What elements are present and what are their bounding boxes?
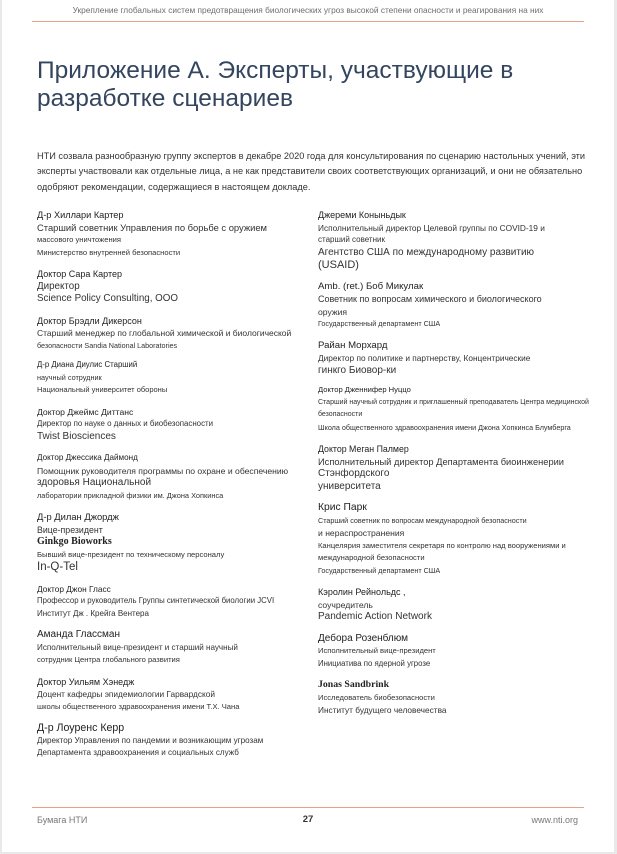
expert-affiliation-line: Исследователь биобезопасности bbox=[318, 692, 435, 702]
intro-paragraph: НТИ созвала разнообразную группу экспертов в декабре 2020 года для консультирования по сценарию настольных учений, эти эксперты участвовали как отдельные лица, а не как представители своих соответствующих организаций, и они не обязательно одобряют рекомендации, содержащиеся в настоящем докладе. bbox=[37, 151, 586, 192]
expert-affiliation-line: Агентство США по международному развитию bbox=[318, 246, 535, 258]
expert-entry bbox=[318, 443, 593, 493]
expert-affiliation-line: Инициатива по ядерной угрозе bbox=[318, 658, 431, 668]
expert-affiliation-line: Вице-президент bbox=[37, 524, 103, 535]
expert-name: Доктор Сара Картер bbox=[37, 269, 122, 279]
expert-affiliation-line: здоровья Национальной bbox=[37, 477, 152, 488]
expert-name: Крис Парк bbox=[318, 502, 367, 513]
expert-affiliation-line: Институт будущего человечества bbox=[318, 705, 447, 715]
expert-entry bbox=[318, 586, 593, 624]
experts-column-left bbox=[37, 208, 302, 760]
expert-entry bbox=[37, 629, 302, 667]
expert-affiliation-line: Школа общественного здравоохранения имени Джона Хопкинса Блумберга bbox=[318, 422, 571, 432]
expert-name: Доктор Меган Палмер bbox=[318, 444, 409, 454]
expert-affiliation-line: Бывший вице-президент по техническому персоналу bbox=[37, 549, 225, 559]
expert-affiliation-line: университета bbox=[318, 480, 381, 492]
expert-entry bbox=[318, 209, 593, 272]
expert-entry bbox=[37, 676, 302, 714]
expert-name: Доктор Брэдли Дикерсон bbox=[37, 315, 142, 326]
expert-affiliation-line: Государственный департамент США bbox=[318, 319, 441, 328]
expert-affiliation-line: Старший советник по вопросам международной безопасности bbox=[318, 515, 527, 525]
footer-publication: Бумага НТИ bbox=[37, 815, 88, 825]
footer-website: www.nti.org bbox=[531, 815, 578, 825]
expert-affiliation-line: Департамента здравоохранения и социальных служб bbox=[37, 748, 239, 757]
expert-name: Д-р Хиллари Картер bbox=[37, 210, 124, 220]
expert-entry bbox=[318, 340, 593, 378]
expert-entry bbox=[37, 268, 302, 306]
expert-affiliation-line: In-Q-Tel bbox=[37, 561, 78, 573]
expert-affiliation-line: Исполнительный директор Целевой группы по COVID-19 и bbox=[318, 222, 545, 233]
running-header: Укрепление глобальных систем предотвращения биологических угроз высокой степени опасности и реагирования на них bbox=[72, 5, 544, 15]
expert-entry bbox=[318, 384, 593, 434]
expert-name: Доктор Дженнифер Нуццо bbox=[318, 385, 411, 394]
expert-entry bbox=[37, 406, 302, 444]
expert-affiliation-line: Директор по политике и партнерству, Концентрические bbox=[318, 353, 531, 363]
expert-affiliation-line: Помощник руководителя программы по охране и обеспечению bbox=[37, 465, 289, 476]
expert-name: Доктор Джеймс Диттанс bbox=[37, 406, 134, 417]
expert-name: Доктор Уильям Хэнедж bbox=[37, 676, 135, 687]
expert-affiliation-line: Twist Biosciences bbox=[37, 430, 116, 442]
expert-entry bbox=[318, 502, 593, 577]
expert-entry bbox=[37, 722, 302, 760]
expert-entry bbox=[37, 511, 302, 574]
expert-name: Д-р Дилан Джордж bbox=[37, 511, 119, 522]
expert-affiliation-line: безопасности Sandia National Laboratories bbox=[37, 340, 178, 350]
expert-entry bbox=[37, 583, 302, 621]
expert-affiliation-line: Старший советник Управления по борьбе с оружием bbox=[37, 221, 268, 233]
expert-affiliation-line: научный сотрудник bbox=[37, 372, 102, 382]
expert-entry bbox=[37, 359, 302, 397]
expert-name: Дебора Розенблюм bbox=[318, 632, 409, 644]
expert-affiliation-line: Советник по вопросам химического и биологического bbox=[318, 294, 542, 304]
expert-affiliation-line: массового уничтожения bbox=[37, 235, 122, 244]
expert-affiliation-line: Исполнительный вице-президент и старший научный bbox=[37, 642, 238, 652]
expert-affiliation-line: международной безопасности bbox=[318, 553, 425, 562]
expert-affiliation-line: Science Policy Consulting, OOO bbox=[37, 293, 179, 304]
page-title: Приложение А. Эксперты, участвующие в разработке сценариев bbox=[37, 57, 514, 112]
expert-affiliation-line: (USAID) bbox=[318, 259, 359, 271]
expert-entry bbox=[37, 315, 302, 353]
page-number: 27 bbox=[302, 814, 314, 825]
expert-name: Доктор Джессика Даймонд bbox=[37, 453, 138, 462]
expert-affiliation-line: Министерство внутренней безопасности bbox=[37, 247, 181, 257]
expert-affiliation-line: гинкго Биовор-ки bbox=[318, 364, 397, 376]
expert-affiliation-line: Директор по науке о данных и биобезопасности bbox=[37, 419, 214, 428]
expert-affiliation-line: Доцент кафедры эпидемиологии Гарвардской bbox=[37, 689, 216, 699]
expert-name: Райан Морхард bbox=[318, 339, 388, 351]
expert-affiliation-line: Государственный департамент США bbox=[318, 565, 441, 575]
expert-affiliation-line: Pandemic Action Network bbox=[318, 611, 432, 622]
expert-affiliation-line: и нераспространения bbox=[318, 528, 405, 538]
expert-affiliation-line: школы общественного здравоохранения имени Т.Х. Чана bbox=[37, 701, 240, 711]
expert-entry bbox=[318, 633, 593, 671]
expert-name: Amb. (ret.) Боб Микулак bbox=[318, 280, 424, 292]
expert-affiliation-line: соучредитель bbox=[318, 599, 373, 610]
expert-affiliation-line: Институт Дж . Крейга Вентера bbox=[37, 608, 149, 618]
expert-name: Jonas Sandbrink bbox=[318, 679, 390, 690]
expert-affiliation-line: оружия bbox=[318, 306, 348, 317]
expert-affiliation-line: Исполнительный вице-президент bbox=[318, 646, 436, 655]
expert-entry bbox=[318, 679, 593, 717]
document-page bbox=[2, 0, 614, 852]
expert-affiliation-line: Стэнфордского bbox=[318, 468, 390, 479]
expert-affiliation-line: Исполнительный директор Департамента биоинженерии bbox=[318, 456, 564, 467]
expert-name: Доктор Джон Гласс bbox=[37, 583, 111, 594]
expert-name: Кэролин Рейнольдс , bbox=[318, 587, 406, 597]
expert-name: Джереми Коныньдык bbox=[318, 210, 406, 220]
expert-affiliation-line: Национальный университет обороны bbox=[37, 385, 168, 394]
expert-affiliation-line: Директор Управления по пандемии и возникающим угрозам bbox=[37, 735, 264, 745]
experts-column-right bbox=[318, 208, 593, 717]
expert-affiliation-line: старший советник bbox=[318, 235, 385, 244]
expert-affiliation-line: Старший научный сотрудник и приглашенный преподаватель Центра медицинской bbox=[318, 398, 589, 406]
expert-affiliation-line: безопасности bbox=[318, 411, 363, 418]
expert-name: Д-р Лоуренс Керр bbox=[37, 722, 125, 734]
expert-entry bbox=[318, 281, 593, 331]
footer-rule bbox=[32, 807, 584, 808]
expert-name: Аманда Глассман bbox=[37, 629, 121, 640]
expert-name: Д-р Диана Диулис Старший bbox=[37, 360, 138, 369]
expert-entry bbox=[37, 209, 302, 259]
expert-affiliation-line: сотрудник Центра глобального развития bbox=[37, 655, 180, 664]
expert-affiliation-line: Директор bbox=[37, 280, 80, 292]
expert-affiliation-line: лаборатории прикладной физики им. Джона Хопкинса bbox=[37, 490, 224, 500]
expert-affiliation-line: Профессор и руководитель Группы синтетической биологии JCVI bbox=[37, 596, 275, 605]
expert-affiliation-line: Канцелярия заместителя секретаря по контролю над вооружениями и bbox=[318, 540, 566, 550]
expert-affiliation-line: Старший менеджер по глобальной химической и биологической bbox=[37, 328, 292, 338]
expert-affiliation-line: Ginkgo Bioworks bbox=[37, 536, 112, 547]
expert-entry bbox=[37, 452, 302, 502]
header-rule bbox=[32, 21, 584, 22]
